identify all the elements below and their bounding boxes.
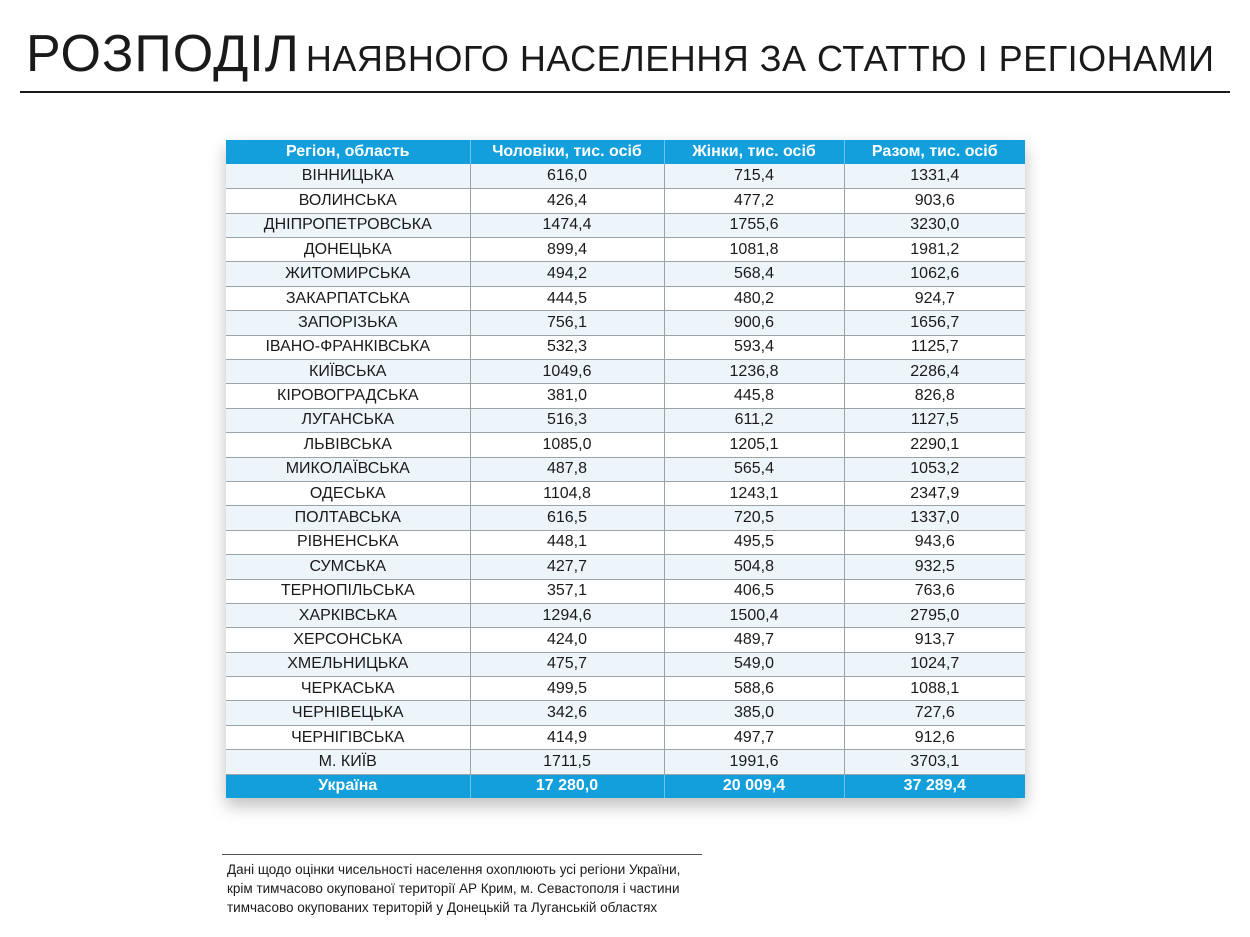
cell-men: 426,4 — [470, 189, 664, 213]
table-row — [226, 481, 1025, 505]
total-label: Україна — [226, 774, 470, 798]
table-row — [226, 360, 1025, 384]
cell-men: 427,7 — [470, 555, 664, 579]
cell-women: 497,7 — [664, 725, 844, 749]
table-row — [226, 677, 1025, 701]
title-divider — [20, 91, 1230, 93]
table-row — [226, 628, 1025, 652]
header-men: Чоловіки, тис. осіб — [470, 140, 664, 164]
cell-men: 424,0 — [470, 628, 664, 652]
cell-region: ОДЕСЬКА — [226, 481, 470, 505]
table-header-row — [226, 140, 1025, 164]
cell-women: 720,5 — [664, 506, 844, 530]
cell-men: 381,0 — [470, 384, 664, 408]
table-row — [226, 189, 1025, 213]
footnote-divider — [222, 854, 702, 855]
cell-men: 516,3 — [470, 408, 664, 432]
total-men: 17 280,0 — [470, 774, 664, 798]
cell-women: 1991,6 — [664, 750, 844, 774]
cell-region: М. КИЇВ — [226, 750, 470, 774]
table-row — [226, 238, 1025, 262]
cell-region: ЗАКАРПАТСЬКА — [226, 286, 470, 310]
cell-men: 1104,8 — [470, 481, 664, 505]
cell-region: КІРОВОГРАДСЬКА — [226, 384, 470, 408]
cell-total: 1331,4 — [844, 164, 1025, 188]
header-region: Регіон, область — [226, 140, 470, 164]
cell-total: 2290,1 — [844, 433, 1025, 457]
cell-total: 2286,4 — [844, 360, 1025, 384]
cell-men: 357,1 — [470, 579, 664, 603]
cell-women: 445,8 — [664, 384, 844, 408]
cell-men: 1049,6 — [470, 360, 664, 384]
table-row — [226, 701, 1025, 725]
cell-men: 1085,0 — [470, 433, 664, 457]
table-row — [226, 262, 1025, 286]
cell-men: 487,8 — [470, 457, 664, 481]
page-title — [26, 25, 1226, 83]
cell-men: 899,4 — [470, 238, 664, 262]
table-row — [226, 579, 1025, 603]
cell-men: 499,5 — [470, 677, 664, 701]
cell-men: 1474,4 — [470, 213, 664, 237]
population-table-container — [226, 140, 1025, 798]
cell-total: 943,6 — [844, 530, 1025, 554]
footnote: Дані щодо оцінки чисельності населення охоплюють усі регіони України, крім тимчасово окупованої території АР Крим, м. Севастополя і частини тимчасово окупованих територій у Донецькій та Луганській областях — [227, 862, 681, 915]
cell-total: 1024,7 — [844, 652, 1025, 676]
cell-region: ЧЕРКАСЬКА — [226, 677, 470, 701]
cell-total: 924,7 — [844, 286, 1025, 310]
cell-men: 494,2 — [470, 262, 664, 286]
cell-men: 444,5 — [470, 286, 664, 310]
cell-region: МИКОЛАЇВСЬКА — [226, 457, 470, 481]
table-row — [226, 384, 1025, 408]
cell-total: 1981,2 — [844, 238, 1025, 262]
table-row — [226, 433, 1025, 457]
table-row — [226, 335, 1025, 359]
cell-women: 489,7 — [664, 628, 844, 652]
cell-women: 477,2 — [664, 189, 844, 213]
cell-women: 593,4 — [664, 335, 844, 359]
cell-region: ЛУГАНСЬКА — [226, 408, 470, 432]
cell-total: 1337,0 — [844, 506, 1025, 530]
cell-women: 1755,6 — [664, 213, 844, 237]
cell-region: ІВАНО-ФРАНКІВСЬКА — [226, 335, 470, 359]
table-row — [226, 603, 1025, 627]
page-title-main: РОЗПОДІЛ — [26, 25, 300, 83]
cell-total: 1125,7 — [844, 335, 1025, 359]
cell-women: 495,5 — [664, 530, 844, 554]
cell-total: 2347,9 — [844, 481, 1025, 505]
table-row — [226, 652, 1025, 676]
cell-women: 549,0 — [664, 652, 844, 676]
cell-region: ЗАПОРІЗЬКА — [226, 311, 470, 335]
cell-women: 900,6 — [664, 311, 844, 335]
table-row — [226, 286, 1025, 310]
cell-total: 903,6 — [844, 189, 1025, 213]
page-title-sub: НАЯВНОГО НАСЕЛЕННЯ ЗА СТАТТЮ І РЕГІОНАМИ — [305, 38, 1215, 79]
cell-region: ХЕРСОНСЬКА — [226, 628, 470, 652]
cell-men: 616,0 — [470, 164, 664, 188]
cell-total: 1062,6 — [844, 262, 1025, 286]
table-total-row — [226, 774, 1025, 798]
cell-women: 568,4 — [664, 262, 844, 286]
cell-women: 565,4 — [664, 457, 844, 481]
cell-total: 826,8 — [844, 384, 1025, 408]
cell-men: 342,6 — [470, 701, 664, 725]
header-total: Разом, тис. осіб — [844, 140, 1025, 164]
table-row — [226, 750, 1025, 774]
cell-women: 715,4 — [664, 164, 844, 188]
cell-men: 532,3 — [470, 335, 664, 359]
cell-women: 385,0 — [664, 701, 844, 725]
cell-women: 406,5 — [664, 579, 844, 603]
cell-total: 1088,1 — [844, 677, 1025, 701]
cell-region: ДОНЕЦЬКА — [226, 238, 470, 262]
cell-women: 588,6 — [664, 677, 844, 701]
cell-region: ХАРКІВСЬКА — [226, 603, 470, 627]
table-row — [226, 311, 1025, 335]
cell-men: 756,1 — [470, 311, 664, 335]
cell-men: 1294,6 — [470, 603, 664, 627]
table-row — [226, 530, 1025, 554]
table-row — [226, 555, 1025, 579]
cell-total: 727,6 — [844, 701, 1025, 725]
cell-region: ХМЕЛЬНИЦЬКА — [226, 652, 470, 676]
cell-total: 1053,2 — [844, 457, 1025, 481]
cell-region: ВІННИЦЬКА — [226, 164, 470, 188]
cell-total: 3703,1 — [844, 750, 1025, 774]
cell-total: 1127,5 — [844, 408, 1025, 432]
header-women: Жінки, тис. осіб — [664, 140, 844, 164]
cell-region: ЧЕРНІГІВСЬКА — [226, 725, 470, 749]
cell-men: 1711,5 — [470, 750, 664, 774]
cell-region: ДНІПРОПЕТРОВСЬКА — [226, 213, 470, 237]
total-women: 20 009,4 — [664, 774, 844, 798]
cell-total: 763,6 — [844, 579, 1025, 603]
table-row — [226, 506, 1025, 530]
cell-women: 1236,8 — [664, 360, 844, 384]
cell-region: ТЕРНОПІЛЬСЬКА — [226, 579, 470, 603]
cell-region: КИЇВСЬКА — [226, 360, 470, 384]
cell-women: 504,8 — [664, 555, 844, 579]
cell-total: 913,7 — [844, 628, 1025, 652]
cell-women: 1081,8 — [664, 238, 844, 262]
cell-region: РІВНЕНСЬКА — [226, 530, 470, 554]
cell-women: 480,2 — [664, 286, 844, 310]
cell-total: 3230,0 — [844, 213, 1025, 237]
cell-region: ЛЬВІВСЬКА — [226, 433, 470, 457]
table-row — [226, 725, 1025, 749]
cell-men: 448,1 — [470, 530, 664, 554]
cell-women: 1243,1 — [664, 481, 844, 505]
table-row — [226, 164, 1025, 188]
table-row — [226, 213, 1025, 237]
cell-men: 616,5 — [470, 506, 664, 530]
table-body — [226, 164, 1025, 774]
cell-region: ВОЛИНСЬКА — [226, 189, 470, 213]
cell-region: ПОЛТАВСЬКА — [226, 506, 470, 530]
cell-total: 932,5 — [844, 555, 1025, 579]
cell-total: 1656,7 — [844, 311, 1025, 335]
total-all: 37 289,4 — [844, 774, 1025, 798]
cell-region: ЧЕРНІВЕЦЬКА — [226, 701, 470, 725]
population-table — [226, 140, 1025, 798]
cell-women: 1205,1 — [664, 433, 844, 457]
cell-region: СУМСЬКА — [226, 555, 470, 579]
cell-women: 611,2 — [664, 408, 844, 432]
table-row — [226, 408, 1025, 432]
cell-total: 2795,0 — [844, 603, 1025, 627]
cell-women: 1500,4 — [664, 603, 844, 627]
cell-men: 475,7 — [470, 652, 664, 676]
cell-region: ЖИТОМИРСЬКА — [226, 262, 470, 286]
cell-total: 912,6 — [844, 725, 1025, 749]
table-row — [226, 457, 1025, 481]
cell-men: 414,9 — [470, 725, 664, 749]
